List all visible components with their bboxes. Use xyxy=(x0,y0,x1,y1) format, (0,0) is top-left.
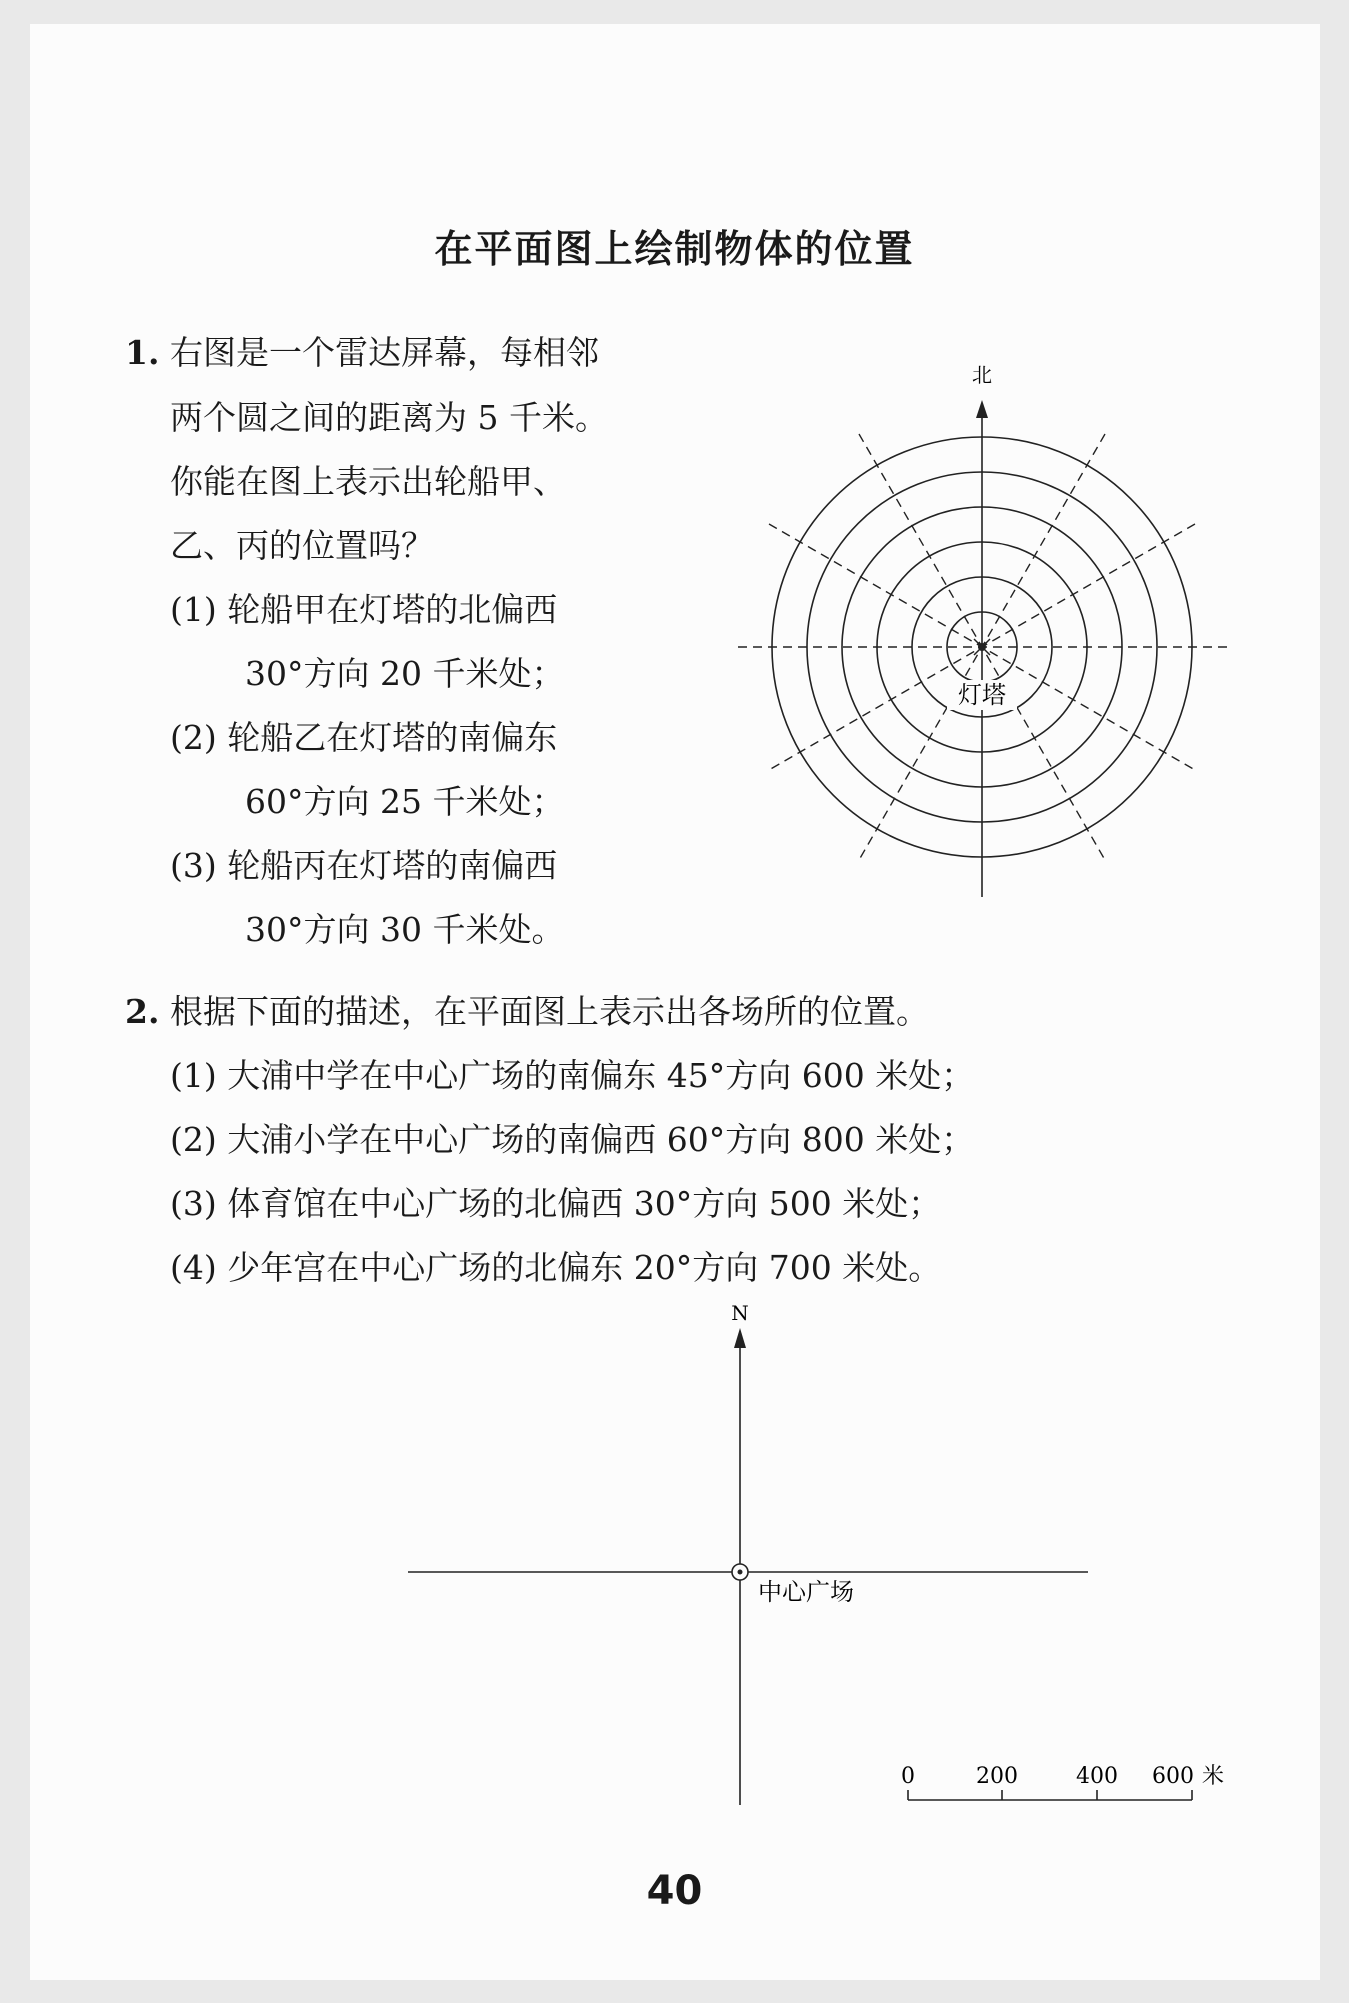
q1-number: 1. xyxy=(125,333,160,372)
radar-center-label: 灯塔 xyxy=(958,681,1006,709)
q2-item-3-label: (3) xyxy=(170,1184,217,1223)
q2-number: 2. xyxy=(125,992,160,1031)
scale-bar xyxy=(901,1764,1224,1800)
q2-item-1-label: (1) xyxy=(170,1056,217,1095)
q1-item-2 xyxy=(170,718,557,758)
page-number: 40 xyxy=(646,1868,703,1914)
q2-item-4-label: (4) xyxy=(170,1248,217,1287)
scale-tick-0: 0 xyxy=(901,1764,915,1789)
q1-item-1-label: (1) xyxy=(170,590,217,629)
q2-item-4 xyxy=(170,1248,941,1288)
q2-item-2-text: 大浦小学在中心广场的南偏西 60°方向 800 米处； xyxy=(227,1120,975,1159)
q1-item-3-label: (3) xyxy=(170,846,217,885)
q2-item-1 xyxy=(170,1056,974,1096)
map-diagram xyxy=(390,1300,1250,1820)
q1-item-2-label: (2) xyxy=(170,718,217,757)
q1-text-1: 右图是一个雷达屏幕，每相邻 xyxy=(169,333,599,372)
q1-item-3-text-2: 30°方向 30 千米处。 xyxy=(245,910,565,949)
q2-item-2-label: (2) xyxy=(170,1120,217,1159)
q1-item-1 xyxy=(170,590,557,630)
radar-north-label: 北 xyxy=(972,363,992,387)
q2-item-4-text: 少年宫在中心广场的北偏东 20°方向 700 米处。 xyxy=(227,1248,942,1287)
q1-text-2: 两个圆之间的距离为 5 千米。 xyxy=(170,398,608,437)
q1-text-3: 你能在图上表示出轮船甲、 xyxy=(170,462,566,501)
q1-item-3-text: 轮船丙在灯塔的南偏西 xyxy=(227,846,558,885)
radar-diagram xyxy=(720,360,1240,920)
q2-item-3-text: 体育馆在中心广场的北偏西 30°方向 500 米处； xyxy=(227,1184,942,1223)
q1-item-1-text-2: 30°方向 20 千米处； xyxy=(245,654,565,693)
q2-item-1-text: 大浦中学在中心广场的南偏东 45°方向 600 米处； xyxy=(227,1056,975,1095)
scale-tick-200: 200 xyxy=(976,1764,1018,1789)
q1-item-3 xyxy=(170,846,557,886)
q1-item-1-text: 轮船甲在灯塔的北偏西 xyxy=(227,590,558,629)
scale-unit: 米 xyxy=(1201,1764,1225,1789)
q2-item-2 xyxy=(170,1120,974,1160)
page-title: 在平面图上绘制物体的位置 xyxy=(434,227,915,271)
q1-item-2-text: 轮船乙在灯塔的南偏东 xyxy=(227,718,558,757)
scale-tick-600: 600 xyxy=(1152,1764,1194,1789)
scale-tick-400: 400 xyxy=(1076,1764,1118,1789)
q2-line-1 xyxy=(125,992,929,1032)
q2-item-3 xyxy=(170,1184,941,1224)
q1-text-4: 乙、丙的位置吗？ xyxy=(170,526,434,565)
map-center-label: 中心广场 xyxy=(758,1578,854,1606)
q2-text: 根据下面的描述，在平面图上表示出各场所的位置。 xyxy=(169,992,929,1031)
q1-item-2-text-2: 60°方向 25 千米处； xyxy=(245,782,565,821)
q1-line-1 xyxy=(125,333,599,373)
map-north-label: N xyxy=(731,1301,749,1325)
